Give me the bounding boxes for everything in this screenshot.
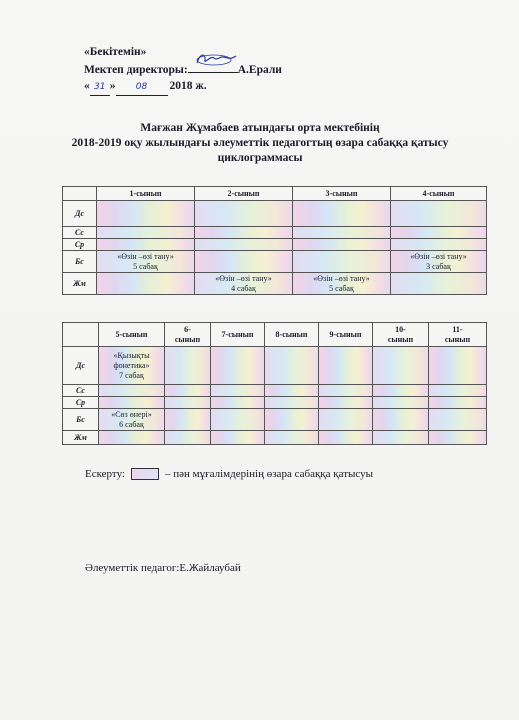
empty-cell bbox=[429, 347, 487, 385]
signature-icon bbox=[194, 51, 238, 69]
empty-cell bbox=[99, 431, 165, 445]
empty-cell bbox=[265, 431, 319, 445]
empty-cell bbox=[373, 385, 429, 397]
empty-cell bbox=[211, 409, 265, 431]
director-label: Мектеп директоры: bbox=[84, 64, 188, 76]
title-line-1: Мағжан Жұмабаев атындағы орта мектебінің bbox=[140, 122, 380, 134]
day-label: Жм bbox=[63, 273, 97, 295]
title-line-2: 2018-2019 оқу жылындағы әлеуметтік педагогтың өзара сабаққа қатысу bbox=[71, 137, 449, 149]
empty-cell bbox=[195, 239, 293, 251]
legend-swatch bbox=[131, 468, 159, 480]
empty-cell bbox=[429, 397, 487, 409]
schedule-table-secondary bbox=[62, 322, 487, 445]
empty-cell bbox=[97, 201, 195, 227]
day-label: Жм bbox=[63, 431, 99, 445]
empty-cell bbox=[293, 201, 391, 227]
lesson-cell: «Сөз өнері» 6 сабақ bbox=[99, 409, 165, 431]
date-year: 2018 ж. bbox=[169, 80, 207, 92]
table-header-row bbox=[63, 187, 487, 201]
empty-cell bbox=[195, 201, 293, 227]
empty-cell bbox=[265, 347, 319, 385]
empty-cell bbox=[391, 239, 487, 251]
empty-cell bbox=[165, 385, 211, 397]
empty-cell bbox=[319, 409, 373, 431]
day-label: Сс bbox=[63, 385, 99, 397]
date-month-field bbox=[116, 78, 168, 96]
document-title bbox=[60, 121, 460, 166]
header-corner bbox=[63, 323, 99, 347]
empty-cell bbox=[293, 239, 391, 251]
day-label: Дс bbox=[63, 201, 97, 227]
schedule-table-primary bbox=[62, 186, 487, 295]
empty-cell bbox=[391, 273, 487, 295]
empty-cell bbox=[97, 239, 195, 251]
lesson-cell: «Өзін –өзі тану» 5 сабақ bbox=[293, 273, 391, 295]
empty-cell bbox=[165, 409, 211, 431]
header-class: 4-сынып bbox=[391, 187, 487, 201]
date-line bbox=[84, 78, 282, 96]
table-row bbox=[63, 201, 487, 227]
lesson-cell: «Өзін –өзі тану» 5 сабақ bbox=[97, 251, 195, 273]
lesson-cell: «Өзін –өзі тану» 3 сабақ bbox=[391, 251, 487, 273]
approval-block bbox=[84, 44, 282, 96]
table-row bbox=[63, 385, 487, 397]
table-row bbox=[63, 227, 487, 239]
day-label: Ср bbox=[63, 397, 99, 409]
table-row bbox=[63, 409, 487, 431]
day-label: Ср bbox=[63, 239, 97, 251]
director-signature-line bbox=[188, 60, 238, 73]
empty-cell bbox=[165, 347, 211, 385]
empty-cell bbox=[429, 409, 487, 431]
footer-signature: Әлеуметтік педагог:Е.Жайлаубай bbox=[85, 562, 241, 574]
empty-cell bbox=[373, 409, 429, 431]
date-month: 08 bbox=[135, 82, 148, 92]
header-class: 3-сынып bbox=[293, 187, 391, 201]
empty-cell bbox=[391, 227, 487, 239]
empty-cell bbox=[265, 397, 319, 409]
empty-cell bbox=[373, 431, 429, 445]
empty-cell bbox=[211, 431, 265, 445]
empty-cell bbox=[373, 347, 429, 385]
approved-label: «Бекітемін» bbox=[84, 46, 147, 58]
empty-cell bbox=[265, 409, 319, 431]
header-class: 11- сынып bbox=[429, 323, 487, 347]
date-close-quote: » bbox=[109, 80, 116, 92]
empty-cell bbox=[99, 385, 165, 397]
table-row bbox=[63, 251, 487, 273]
empty-cell bbox=[429, 431, 487, 445]
empty-cell bbox=[319, 347, 373, 385]
empty-cell bbox=[319, 385, 373, 397]
header-class: 10- сынып bbox=[373, 323, 429, 347]
day-label: Бс bbox=[63, 409, 99, 431]
title-line-3: циклограммасы bbox=[217, 152, 303, 164]
lesson-cell: «Өзін –өзі тану» 4 сабақ bbox=[195, 273, 293, 295]
header-class: 7-сынып bbox=[211, 323, 265, 347]
empty-cell bbox=[211, 385, 265, 397]
date-open-quote: « bbox=[84, 80, 90, 92]
empty-cell bbox=[195, 251, 293, 273]
empty-cell bbox=[429, 385, 487, 397]
header-class: 6- сынып bbox=[165, 323, 211, 347]
legend bbox=[85, 468, 373, 480]
empty-cell bbox=[99, 397, 165, 409]
empty-cell bbox=[293, 251, 391, 273]
day-label: Дс bbox=[63, 347, 99, 385]
empty-cell bbox=[165, 431, 211, 445]
table-header-row bbox=[63, 323, 487, 347]
header-corner bbox=[63, 187, 97, 201]
empty-cell bbox=[293, 227, 391, 239]
table-row bbox=[63, 273, 487, 295]
table-row bbox=[63, 347, 487, 385]
header-class: 5-сынып bbox=[99, 323, 165, 347]
empty-cell bbox=[319, 431, 373, 445]
day-label: Бс bbox=[63, 251, 97, 273]
day-label: Сс bbox=[63, 227, 97, 239]
director-name: А.Ерали bbox=[237, 64, 282, 76]
header-class: 2-сынып bbox=[195, 187, 293, 201]
empty-cell bbox=[265, 385, 319, 397]
table-row bbox=[63, 397, 487, 409]
legend-text: – пән мұғалімдерінің өзара сабаққа қатысуы bbox=[164, 468, 374, 480]
table-row bbox=[63, 431, 487, 445]
date-day-field bbox=[90, 78, 110, 96]
header-class: 8-сынып bbox=[265, 323, 319, 347]
header-class: 9-сынып bbox=[319, 323, 373, 347]
table-row bbox=[63, 239, 487, 251]
empty-cell bbox=[319, 397, 373, 409]
empty-cell bbox=[97, 273, 195, 295]
empty-cell bbox=[391, 201, 487, 227]
legend-label: Ескерту: bbox=[85, 468, 125, 480]
empty-cell bbox=[195, 227, 293, 239]
empty-cell bbox=[373, 397, 429, 409]
empty-cell bbox=[211, 397, 265, 409]
empty-cell bbox=[211, 347, 265, 385]
header-class: 1-сынып bbox=[97, 187, 195, 201]
lesson-cell: «Қызықты фонетика» 7 сабақ bbox=[99, 347, 165, 385]
date-day: 31 bbox=[94, 82, 106, 92]
empty-cell bbox=[97, 227, 195, 239]
empty-cell bbox=[165, 397, 211, 409]
director-line bbox=[84, 60, 282, 78]
